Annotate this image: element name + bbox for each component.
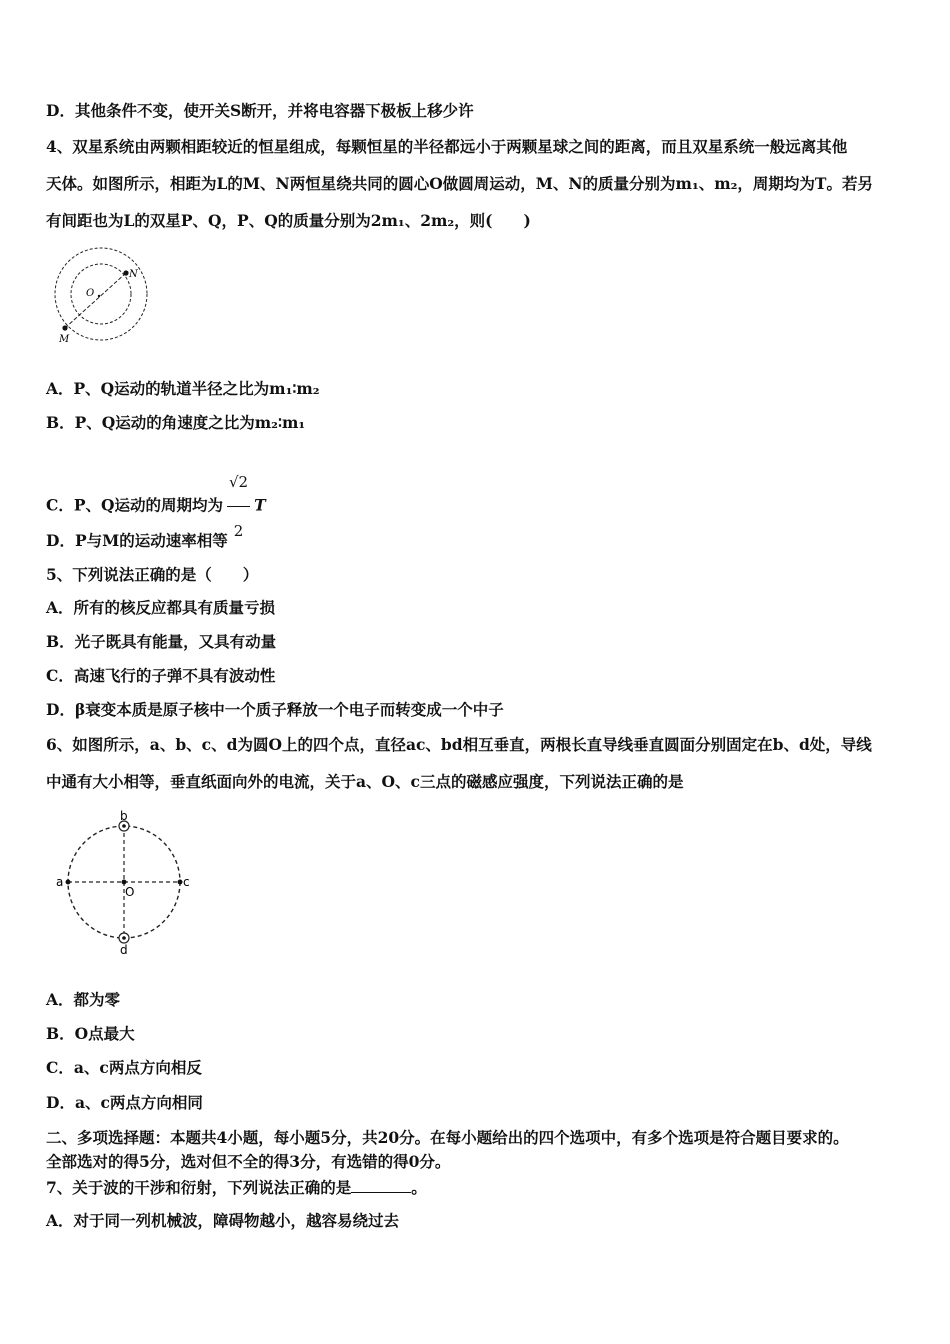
q7-text [46,1178,427,1198]
q5-option-c: C．高速飞行的子弹不具有波动性 [46,666,276,685]
q4-option-c [46,458,266,540]
q4-text-1: 4、双星系统由两颗相距较近的恒星组成，每颗恒星的半径都远小于两颗星球之间的距离，而且双星系统一般远离其他 [46,137,848,156]
star-m [62,325,67,330]
q5-option-d: D．β衰变本质是原子核中一个质子释放一个电子而转变成一个中子 [46,700,504,719]
frac-numerator: √2 [227,458,250,507]
q6-option-b: B．O点最大 [46,1024,135,1043]
wire-b-dot [122,824,126,828]
period-symbol: T [254,495,266,515]
point-a [66,880,71,885]
label-b: b [120,809,128,823]
q6-text-1: 6、如图所示，a、b、c、d为圆O上的四个点，直径ac、bd相互垂直，两根长直导线垂直圆面分别固定在b、d处，导线 [46,735,872,754]
q4-option-d: D．P与M的运动速率相等 [46,531,228,550]
q4-option-c-text: C．P、Q运动的周期均为 [46,495,223,515]
label-c: c [183,875,190,889]
sqrt2-over-2 [227,458,250,555]
q7-option-a: A．对于同一列机械波，障碍物越小，越容易绕过去 [46,1211,400,1230]
section2-scoring: 全部选对的得5分，选对但不全的得3分，有选错的得0分。 [46,1152,451,1171]
answer-blank [351,1178,411,1193]
q4-option-a: A．P、Q运动的轨道半径之比为m₁∶m₂ [46,379,320,398]
q5-option-b: B．光子既具有能量，又具有动量 [46,632,277,651]
q7-period: 。 [411,1178,427,1197]
q6-option-a: A．都为零 [46,990,121,1009]
q4-text-3: 有间距也为L的双星P、Q，P、Q的质量分别为2m₁、2m₂，则( ) [46,211,531,230]
q4-option-b: B．P、Q运动的角速度之比为m₂∶m₁ [46,413,306,432]
q5-option-a: A．所有的核反应都具有质量亏损 [46,598,276,617]
label-n: N [129,269,138,280]
label-d: d [120,943,128,956]
q7-text-main: 7、关于波的干涉和衍射，下列说法正确的是 [46,1178,352,1197]
outer-orbit [55,248,147,340]
label-m: M [59,334,70,345]
center-o [98,295,100,297]
label-a: a [56,875,64,889]
circle-wire-diagram [52,808,200,956]
q6-text-2: 中通有大小相等，垂直纸面向外的电流，关于a、O、c三点的磁感应强度，下列说法正确的是 [46,772,684,791]
binary-star-diagram [50,244,154,348]
frac-denominator: 2 [233,522,244,540]
q5-text: 5、下列说法正确的是（ ） [46,565,259,584]
label-o2: O [125,885,135,899]
label-o: O [86,288,95,299]
option-d-prev: D．其他条件不变，使开关S断开，并将电容器下极板上移少许 [46,101,474,120]
point-c [178,880,183,885]
star-n [123,270,128,275]
point-o [122,880,127,885]
q6-option-d: D．a、c两点方向相同 [46,1093,203,1112]
q4-text-2: 天体。如图所示，相距为L的M、N两恒星绕共同的圆心O做圆周运动，M、N的质量分别为m₁、m₂，周期均为T。若另 [46,174,873,193]
section2-heading: 二、多项选择题：本题共4小题，每小题5分，共20分。在每小题给出的四个选项中，有多个选项是符合题目要求的。 [46,1128,849,1147]
q6-option-c: C．a、c两点方向相反 [46,1058,202,1077]
wire-d-dot [122,936,126,940]
